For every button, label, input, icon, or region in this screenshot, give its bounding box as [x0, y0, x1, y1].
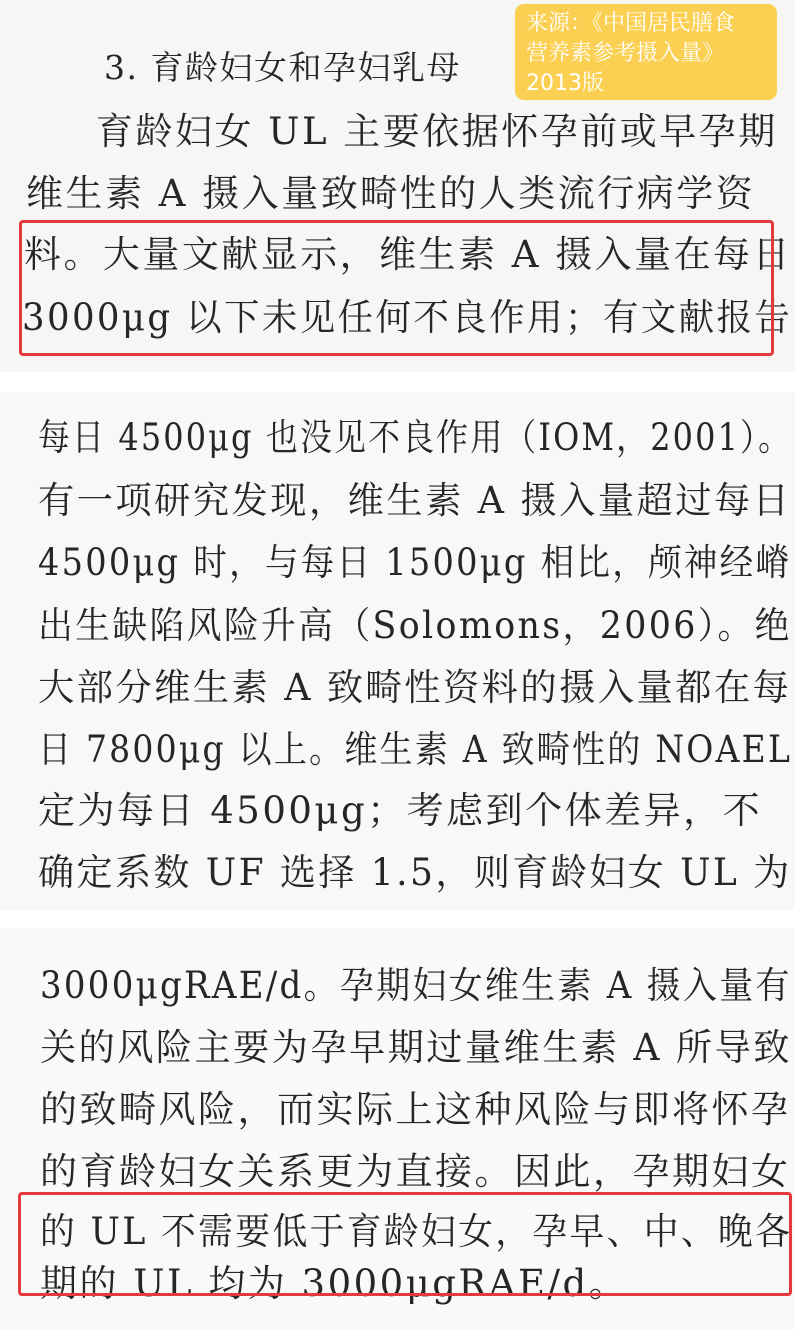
text-line: 大部分维生素 A 致畸性资料的摄入量都在每	[38, 666, 792, 709]
source-tag-line: 2013版	[526, 71, 604, 96]
text-line: 期的 UL 均为 3000μgRAE/d。	[40, 1262, 629, 1305]
source-tag	[515, 4, 777, 100]
text-line: 的 UL 不需要低于育龄妇女，孕早、中、晚各	[40, 1210, 793, 1253]
text-line: 定为每日 4500μg；考虑到个体差异，不	[38, 789, 763, 832]
text-line: 的致畸风险，而实际上这种风险与即将怀孕	[40, 1088, 791, 1131]
text-line: 日 7800μg 以上。维生素 A 致畸性的 NOAEL	[38, 728, 793, 771]
text-line: 料。大量文献显示，维生素 A 摄入量在每日	[24, 233, 792, 276]
section-heading: 3. 育龄妇女和孕妇乳母	[104, 48, 461, 87]
text-line: 有一项研究发现，维生素 A 摄入量超过每日	[38, 479, 792, 522]
highlight-box-upper	[19, 220, 774, 356]
text-line: 4500μg 时，与每日 1500μg 相比，颅神经嵴	[38, 541, 792, 584]
source-tag-line: 来源：《中国居民膳食	[526, 11, 736, 36]
text-line: 每日 4500μg 也没见不良作用（IOM，2001）。	[38, 416, 793, 459]
source-tag-line: 营养素参考摄入量》	[526, 41, 725, 66]
text-line: 维生素 A 摄入量致畸性的人类流行病学资	[26, 172, 756, 215]
text-line: 3000μg 以下未见任何不良作用；有文献报告	[22, 296, 793, 339]
text-line: 确定系数 UF 选择 1.5，则育龄妇女 UL 为	[38, 851, 792, 894]
text-line: 3000μgRAE/d。孕期妇女维生素 A 摄入量有	[40, 964, 792, 1007]
highlight-box-lower	[18, 1192, 792, 1296]
text-line: 的育龄妇女关系更为直接。因此，孕期妇女	[40, 1150, 791, 1193]
text-line: 关的风险主要为孕早期过量维生素 A 所导致	[40, 1026, 792, 1069]
text-line: 出生缺陷风险升高（Solomons，2006）。绝	[38, 604, 792, 647]
text-line: 育龄妇女 UL 主要依据怀孕前或早孕期	[96, 110, 778, 153]
page-clip-middle	[0, 392, 795, 910]
